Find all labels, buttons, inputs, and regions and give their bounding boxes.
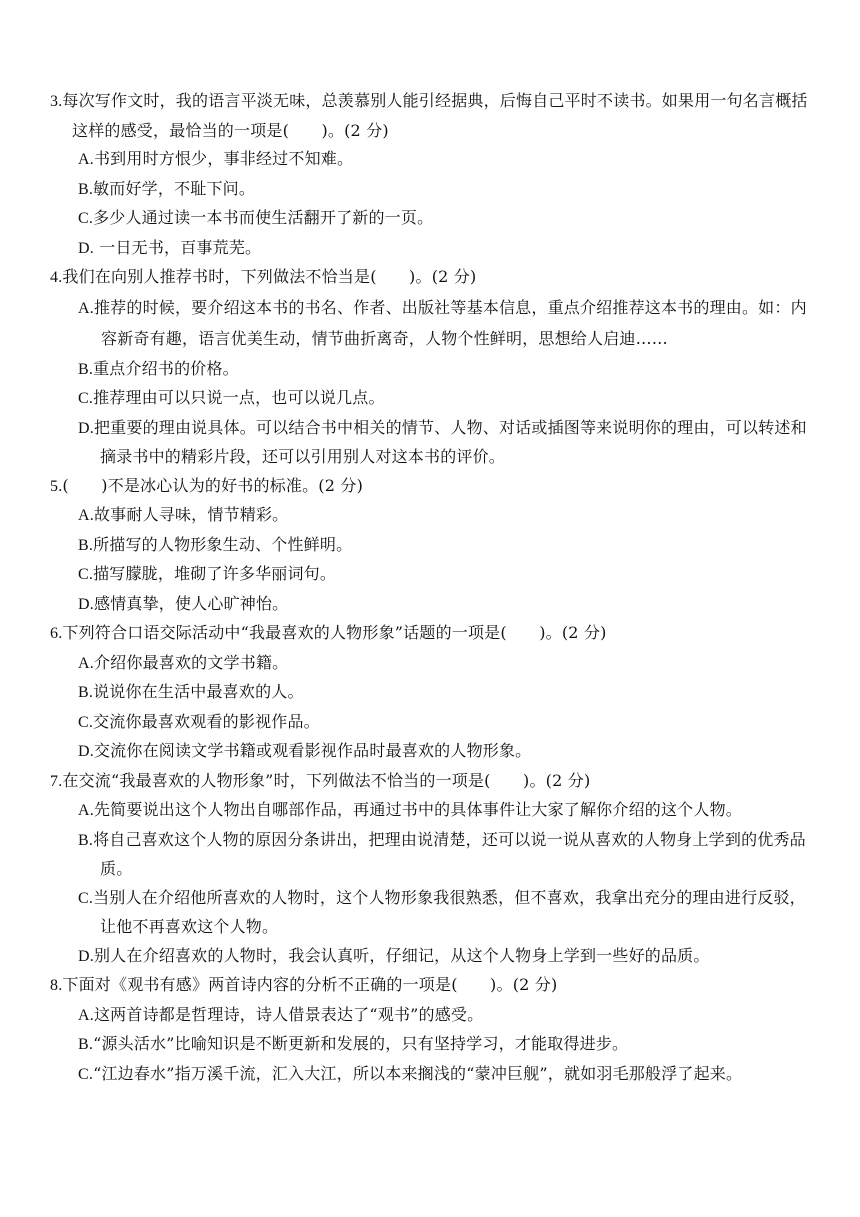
option-text: 当别人在介绍他所喜欢的人物时，这个人物形象我很熟悉，但不喜欢，我拿出充分的理由进行反驳，让他不再喜欢这个人物。 (93, 887, 806, 936)
question-number: 4. (50, 269, 63, 286)
option-c (50, 1060, 810, 1090)
option-letter: B. (78, 831, 94, 849)
option-letter: B. (78, 1036, 94, 1053)
option-text: 故事耐人寻味，情节精彩。 (93, 505, 289, 524)
option-text: 感情真挚，使人心旷神怡。 (93, 593, 289, 613)
option-text: 一日无书，百事荒芜。 (93, 237, 262, 257)
option-letter: C. (78, 566, 94, 583)
question-stem (50, 971, 810, 1001)
option-letter: D. (78, 743, 94, 760)
option-letter: C. (78, 889, 94, 907)
option-text: 把重要的理由说具体。可以结合书中相关的情节、人物、对话或插图等来说明你的理由，可以转述和摘录书中的精彩片段，还可以引用别人对这本书的评价。 (93, 417, 807, 466)
question-number: 3. (50, 93, 63, 110)
option-letter: D. (78, 239, 94, 257)
option-text: 多少人通过读一本书而使生活翻开了新的一页。 (93, 208, 434, 227)
option-text: 推荐理由可以只说一点，也可以说几点。 (93, 388, 385, 407)
question-8 (50, 971, 810, 1089)
question-7 (50, 767, 810, 972)
question-text: 下列符合口语交际活动中“我最喜欢的人物形象”话题的一项是( )。(2 分) (62, 623, 607, 642)
option-letter: D. (78, 419, 94, 437)
option-text: 说说你在生活中最喜欢的人。 (93, 682, 304, 701)
option-text: 别人在介绍喜欢的人物时，我会认真听，仔细记，从这个人物身上学到一些好的品质。 (93, 945, 710, 965)
question-text: 我们在向别人推荐书时，下列做法不恰当是( )。(2 分) (62, 267, 477, 286)
option-c (50, 708, 810, 738)
question-stem (50, 87, 810, 145)
option-letter: C. (78, 713, 94, 731)
question-number: 5. (50, 477, 63, 495)
question-stem (50, 472, 810, 502)
option-letter: C. (78, 1065, 94, 1083)
question-text: 在交流“我最喜欢的人物形象”时，下列做法不恰当的一项是( )。(2 分) (62, 770, 591, 790)
option-text: 先简要说出这个人物出自哪部作品，再通过书中的具体事件让大家了解你介绍的这个人物。 (93, 800, 742, 819)
question-6 (50, 619, 810, 767)
option-letter: C. (78, 390, 94, 407)
option-text: 敏而好学，不耻下问。 (93, 178, 256, 198)
option-c (50, 204, 810, 234)
option-text: 所描写的人物形象生动、个性鲜明。 (93, 534, 353, 554)
option-letter: B. (78, 180, 94, 198)
option-text: 交流你在阅读文学书籍或观看影视作品时最喜欢的人物形象。 (93, 741, 532, 760)
option-b (50, 355, 810, 385)
question-stem (50, 263, 810, 293)
option-text: 描写朦胧，堆砌了许多华丽词句。 (93, 564, 337, 583)
option-c (50, 560, 810, 590)
option-d (50, 414, 810, 472)
option-letter: B. (78, 684, 94, 701)
option-d (50, 590, 810, 620)
option-text: 重点介绍书的价格。 (93, 358, 239, 378)
question-3 (50, 87, 810, 263)
option-a (50, 293, 810, 355)
question-text: 下面对《观书有感》两首诗内容的分析不正确的一项是( )。(2 分) (62, 975, 558, 994)
option-a (50, 501, 810, 531)
option-letter: D. (78, 947, 94, 965)
option-letter: A. (78, 1006, 94, 1024)
option-text: “源头活水”比喻知识是不断更新和发展的，只有坚持学习，才能取得进步。 (93, 1034, 629, 1053)
question-number: 7. (50, 772, 63, 790)
option-a (50, 145, 810, 175)
option-d (50, 737, 810, 767)
option-d (50, 234, 810, 264)
option-text: 这两首诗都是哲理诗，诗人借景表达了“观书”的感受。 (93, 1004, 484, 1024)
option-a (50, 1001, 810, 1031)
option-letter: A. (78, 802, 94, 819)
option-b (50, 678, 810, 708)
option-text: 推荐的时候，要介绍这本书的书名、作者、出版社等基本信息，重点介绍推荐这本书的理由。如：内容新奇有趣，语言优美生动，情节曲折离奇，人物个性鲜明，思想给人启迪…… (93, 297, 807, 348)
option-letter: B. (78, 536, 94, 554)
option-letter: A. (78, 299, 94, 317)
option-b (50, 826, 810, 884)
question-text: 每次写作文时，我的语言平淡无味，总羡慕别人能引经据典，后悔自己平时不读书。如果用一句名言概括这样的感受，最恰当的一项是( )。(2 分) (62, 91, 808, 140)
option-a (50, 796, 810, 826)
option-text: 书到用时方恨少，事非经过不知难。 (93, 149, 354, 168)
option-letter: B. (78, 360, 94, 378)
question-number: 8. (50, 977, 63, 994)
option-a (50, 649, 810, 679)
option-c (50, 384, 810, 414)
option-d (50, 942, 810, 972)
option-letter: A. (78, 151, 94, 168)
option-text: 介绍你最喜欢的文学书籍。 (93, 652, 289, 672)
option-letter: C. (78, 210, 94, 227)
question-4 (50, 263, 810, 472)
question-stem (50, 767, 810, 797)
option-c (50, 884, 810, 942)
option-b (50, 531, 810, 561)
option-b (50, 175, 810, 205)
option-text: “江边春水”指万溪千流，汇入大江，所以本来搁浅的“蒙冲巨舰”，就如羽毛那般浮了起来。 (93, 1063, 743, 1083)
option-letter: A. (78, 507, 94, 524)
option-letter: D. (78, 595, 94, 613)
question-stem (50, 619, 810, 649)
option-b (50, 1030, 810, 1060)
option-letter: A. (78, 654, 94, 672)
question-number: 6. (50, 625, 63, 642)
option-text: 交流你最喜欢观看的影视作品。 (93, 711, 320, 731)
option-text: 将自己喜欢这个人物的原因分条讲出，把理由说清楚，还可以说一说从喜欢的人物身上学到的优秀品质。 (93, 829, 806, 878)
question-5 (50, 472, 810, 620)
question-text: ( )不是冰心认为的好书的标准。(2 分) (62, 475, 364, 495)
